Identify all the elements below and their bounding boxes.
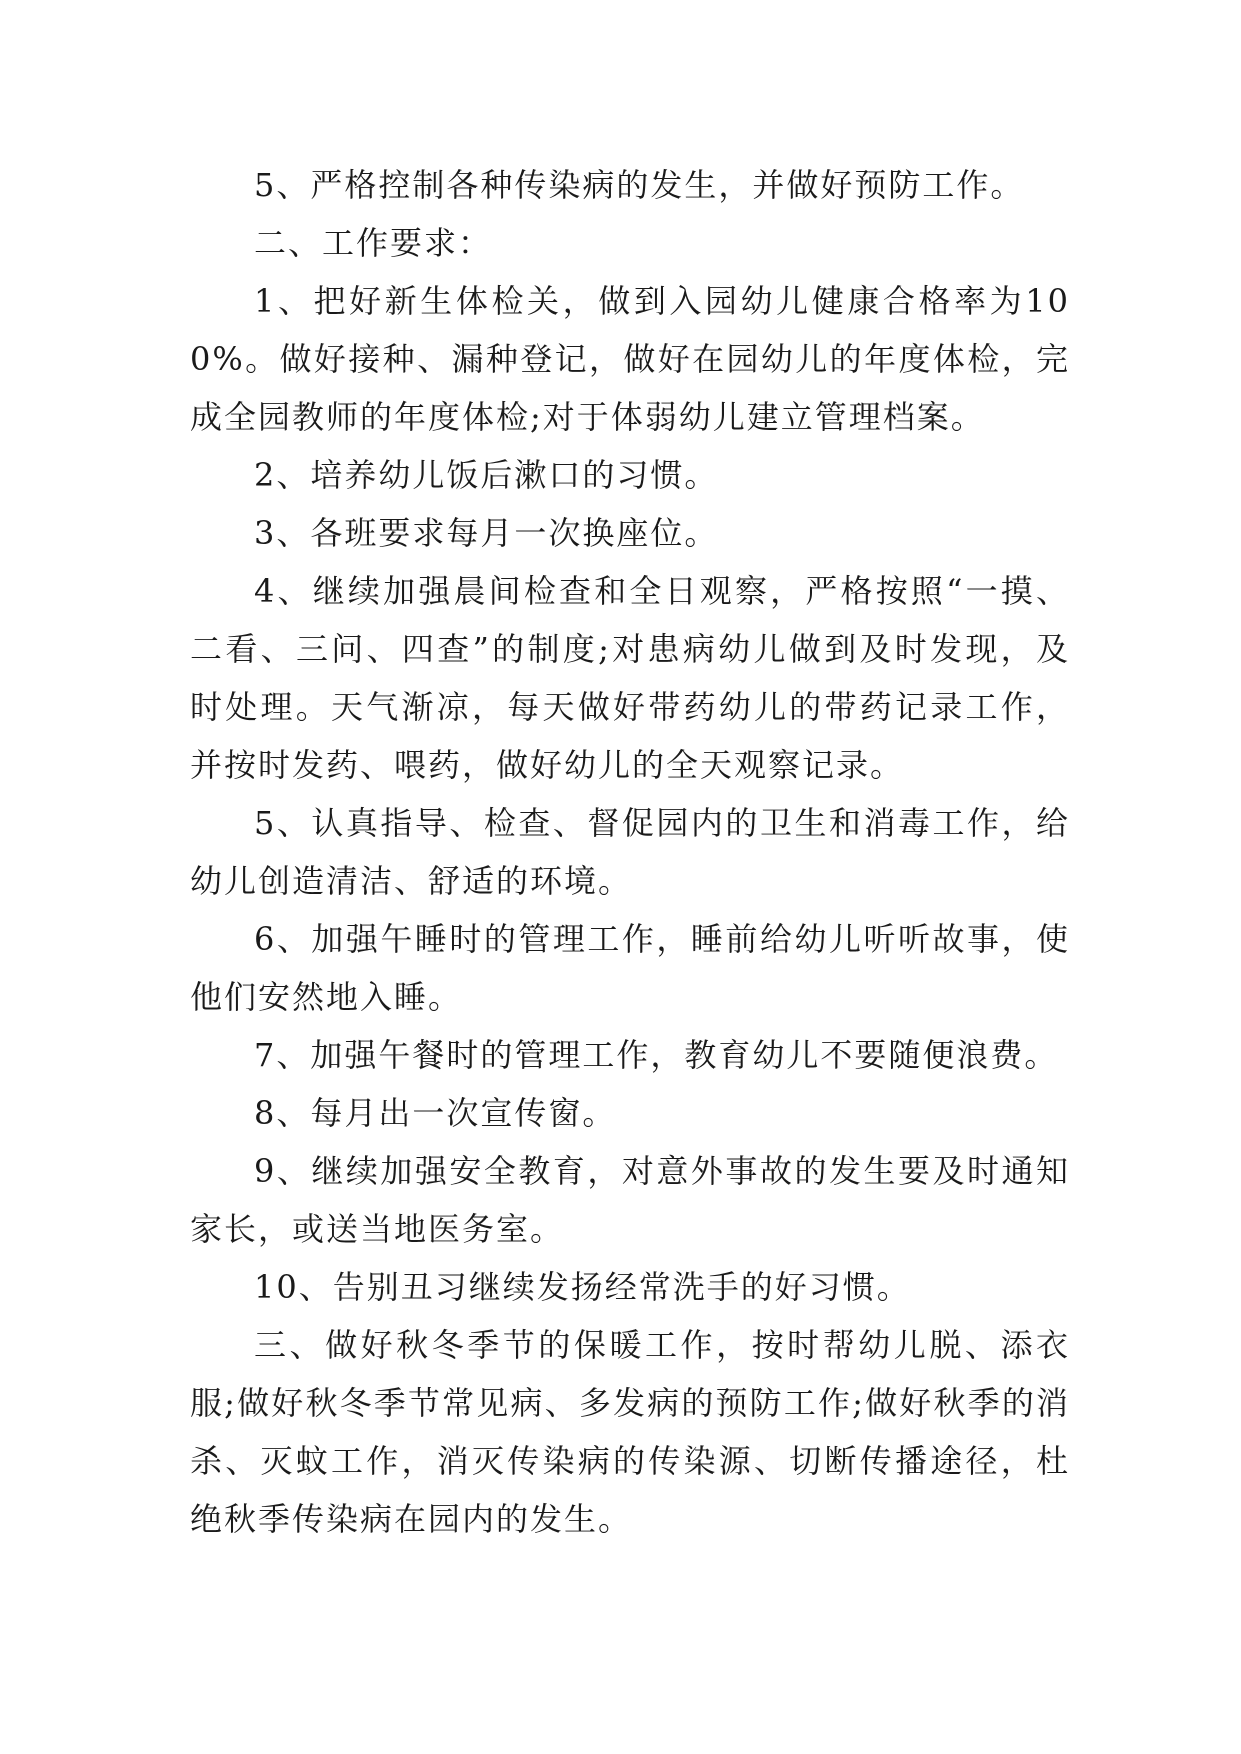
paragraph-requirement-1: 1、把好新生体检关，做到入园幼儿健康合格率为100%。做好接种、漏种登记，做好在园幼儿的年度体检，完成全园教师的年度体检;对于体弱幼儿建立管理档案。 <box>190 282 1070 436</box>
section-heading-work-requirements: 二、工作要求： <box>254 224 493 262</box>
paragraph-prevent-infectious-disease: 5、严格控制各种传染病的发生，并做好预防工作。 <box>254 166 1025 204</box>
paragraph-requirement-4: 4、继续加强晨间检查和全日观察，严格按照“一摸、二看、三问、四查”的制度;对患病幼儿做到及时发现，及时处理。天气渐凉，每天做好带药幼儿的带药记录工作，并按时发药、喂药，做好幼儿的全天观察记录。 <box>190 572 1070 784</box>
paragraph-requirement-7: 7、加强午餐时的管理工作，教育幼儿不要随便浪费。 <box>254 1036 1059 1074</box>
paragraph-requirement-8: 8、每月出一次宣传窗。 <box>254 1094 617 1132</box>
paragraph-requirement-2: 2、培养幼儿饭后漱口的习惯。 <box>254 456 719 494</box>
paragraph-requirement-3: 3、各班要求每月一次换座位。 <box>254 514 719 552</box>
paragraph-requirement-10: 10、告别丑习继续发扬经常洗手的好习惯。 <box>254 1268 911 1306</box>
paragraph-requirement-5: 5、认真指导、检查、督促园内的卫生和消毒工作，给幼儿创造清洁、舒适的环境。 <box>190 804 1070 900</box>
paragraph-requirement-6: 6、加强午睡时的管理工作，睡前给幼儿听听故事，使他们安然地入睡。 <box>190 920 1070 1016</box>
paragraph-requirement-9: 9、继续加强安全教育，对意外事故的发生要及时通知家长，或送当地医务室。 <box>190 1152 1070 1248</box>
document-body <box>190 156 1070 1548</box>
section-three-autumn-winter-care: 三、做好秋冬季节的保暖工作，按时帮幼儿脱、添衣服;做好秋冬季节常见病、多发病的预防工作;做好秋季的消杀、灭蚊工作，消灭传染病的传染源、切断传播途径，杜绝秋季传染病在园内的发生。 <box>190 1326 1070 1538</box>
